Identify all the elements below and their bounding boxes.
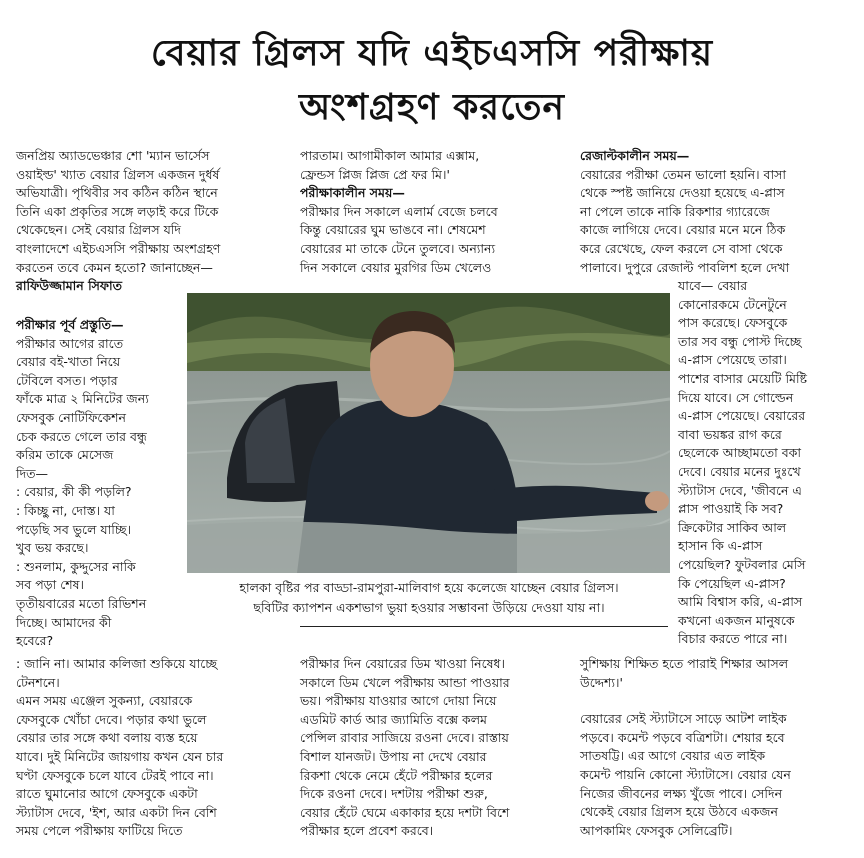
article-line: এ-প্লাস পেয়েছে। বেয়ারের	[678, 408, 806, 424]
photo-caption	[190, 578, 668, 618]
article-line: বাবা ভয়ঙ্কর রাগ করে	[678, 426, 782, 442]
article-line: রিকশা থেকে নেমে হেঁটে পরীক্ষার হলের	[300, 767, 493, 783]
dialogue-line: : কিচ্ছু না, দোস্ত। যা	[16, 502, 115, 518]
column-1-top	[16, 147, 286, 296]
article-line: ভয়। পরীক্ষায় যাওয়ার আগে দোয়া নিয়ে	[300, 693, 497, 709]
dialogue-line: খুব ভয় করছে।	[16, 540, 89, 556]
article-line: এমন সময় এঞ্জেল সুকন্যা, বেয়ারকে	[16, 693, 193, 709]
article-line: দিকে রওনা দেবে। দশটায় পরীক্ষা শুরু,	[300, 786, 488, 802]
article-line: সকালে ডিম খেলে পরীক্ষায় আন্ডা পাওয়ার	[300, 674, 510, 690]
article-line: বাংলাদেশে এইচএসসি পরীক্ষায় অংশগ্রহণ	[16, 240, 221, 256]
article-line: দিন সকালে বেয়ার মুরগির ডিম খেলেও	[300, 259, 492, 275]
article-line: টেনশনে।	[16, 674, 60, 690]
article-line: পাস করেছে। ফেসবুকে	[678, 315, 788, 331]
article-line: ফেসবুকে খোঁচা দেবে। পড়ার কথা ভুলে	[16, 711, 207, 727]
caption-line: হালকা বৃষ্টির পর বাড্ডা-রামপুরা-মালিবাগ হয়ে কলেজে যাচ্ছেন বেয়ার গ্রিলস।	[239, 580, 619, 595]
article-line: তার সব বন্ধু পোস্ট দিচ্ছে	[678, 333, 802, 349]
subheading-preparation: পরীক্ষার পূর্ব প্রস্তুতি—	[16, 317, 124, 332]
article-line: কমেন্ট পায়নি কোনো স্ট্যাটাসে। বেয়ার যেন	[580, 766, 791, 782]
article-line: স্ট্যাটাস দেবে, 'জীবনে এ	[678, 482, 802, 498]
article-line: এডমিট কার্ড আর জ্যামিতি বক্সে কলম	[300, 711, 487, 727]
article-line: না পেলে তাকে নাকি রিকশার গ্যারেজে	[580, 203, 770, 219]
article-line: : জানি না। আমার কলিজা শুকিয়ে যাচ্ছে	[16, 656, 218, 671]
article-line: পাশের বাসার মেয়েটি মিষ্টি	[678, 370, 808, 386]
article-line: পরীক্ষার দিন বেয়ারের ডিম খাওয়া নিষেধ।	[300, 656, 505, 671]
caption-line: ছবিটির ক্যাপশন একশভাগ ভুয়া হওয়ার সম্ভাবনা উড়িয়ে দেওয়া যায় না।	[253, 600, 605, 615]
article-line: পরীক্ষার হলে প্রবেশ করবে।	[300, 823, 434, 839]
article-line: ঘণ্টা ফেসবুকে চলে যাবে টেরই পাবে না।	[16, 767, 214, 783]
article-line: আমি বিশ্বাস করি, এ-প্লাস	[678, 594, 803, 610]
article-line: বিশাল যানজট। উপায় না দেখে বেয়ার	[300, 748, 487, 764]
article-line: পরীক্ষার দিন সকালে এলার্ম বেজে চলবে	[300, 203, 498, 219]
article-line: ফাঁকে মাত্র ২ মিনিটের জন্য	[16, 391, 149, 407]
article-line: হাসান কি এ-প্লাস	[678, 538, 763, 554]
article-line: ফেসবুক নোটিফিকেশন	[16, 409, 127, 425]
article-line: ওয়াইল্ড' খ্যাত বেয়ার গ্রিলস একজন দুর্ধর্ষ	[16, 166, 220, 182]
column-3-top	[580, 147, 855, 277]
article-photo	[187, 293, 670, 573]
article-line: বেয়ারের সেই স্ট্যাটাসে সাড়ে আটশ লাইক	[580, 711, 787, 727]
photo-illustration	[187, 293, 670, 573]
column-1-narrow	[16, 316, 184, 651]
subheading-result-time: রেজাল্টকালীন সময়—	[580, 148, 690, 163]
article-line: করে রেখেছে, ফেল করলে সে বাসা থেকে	[580, 240, 783, 256]
headline-line-1: বেয়ার গ্রিলস যদি এইচএসসি পরীক্ষায়	[150, 33, 714, 74]
article-line: করিম তাকে মেসেজ	[16, 447, 114, 463]
subheading-exam-time: পরীক্ষাকালীন সময়—	[300, 185, 405, 201]
dialogue-line: : শুনলাম, কুদ্দুসের নাকি	[16, 558, 136, 574]
article-line: কাজে লাগিয়ে দেবে। বেয়ার মনে মনে ঠিক	[580, 222, 786, 238]
article-line: যাবে। দুই মিনিটের জায়গায় কখন যেন চার	[16, 748, 224, 764]
article-line: উদ্দেশ্য।'	[580, 674, 623, 690]
article-line: পারতাম। আগামীকাল আমার এক্সাম,	[300, 148, 480, 163]
article-line: বেয়ারের পরীক্ষা তেমন ভালো হয়নি। বাসা	[580, 166, 787, 182]
article-line: কি পেয়েছিল এ-প্লাস?	[678, 575, 786, 591]
dialogue-line: হবেরে?	[16, 633, 54, 649]
article-line: ক্রিকেটার সাকিব আল	[678, 519, 787, 535]
article-line: বিচার করতে পারে না।	[678, 631, 788, 647]
dialogue-line: পড়েছি সব ভুলে যাচ্ছি।	[16, 521, 132, 537]
article-line: তিনি একা প্রকৃতির সঙ্গে লড়াই করে টিকে	[16, 203, 219, 219]
article-line: দিত—	[16, 465, 49, 481]
article-line: প্লাস পাওয়াই কি সব?	[678, 501, 784, 517]
article-line: পেন্সিল রাবার সাজিয়ে রওনা দেবে। রাস্তায়	[300, 730, 509, 746]
article-line: সুশিক্ষায় শিক্ষিত হতে পারাই শিক্ষার আসল	[580, 656, 789, 671]
article-line: টেবিলে বসত। পড়ার	[16, 372, 118, 388]
article-line: বেয়ার হেঁটে ঘেমে একাকার হয়ে দশটা বিশে	[300, 804, 510, 820]
article-line: কিন্তু বেয়ারের ঘুম ভাঙবে না। শেষমেশ	[300, 222, 486, 238]
article-line: নিজের জীবনের লক্ষ্য খুঁজে পাবে। সেদিন	[580, 785, 783, 801]
article-line: পড়বে। কমেন্ট পড়বে বত্রিশটা। শেয়ার হবে	[580, 729, 785, 745]
article-line: সময় পেলে পরীক্ষায় ফাটিয়ে দিতে	[16, 823, 183, 839]
caption-divider	[300, 626, 668, 627]
article-line: অভিযাত্রী। পৃথিবীর সব কঠিন কঠিন স্থানে	[16, 185, 218, 201]
dialogue-line: দিচ্ছে। আমাদের কী	[16, 614, 112, 630]
article-line: এ-প্লাস পেয়েছে তারা।	[678, 352, 787, 368]
dialogue-line: তৃতীয়বারের মতো রিভিশন	[16, 595, 147, 611]
article-line: বেয়ারের মা তাকে টেনে তুলবে। অন্যান্য	[300, 240, 496, 256]
dialogue-line: : বেয়ার, কী কী পড়লি?	[16, 484, 132, 500]
dialogue-line: সব পড়া শেষ।	[16, 577, 85, 593]
article-line: চেক করতে গেলে তার বন্ধু	[16, 428, 147, 444]
article-line: যাবে— বেয়ার	[678, 278, 748, 293]
article-line: বেয়ার বই-খাতা নিয়ে	[16, 354, 121, 370]
article-line: থেকেছেন। সেই বেয়ার গ্রিলস যদি	[16, 222, 181, 238]
column-3-narrow	[678, 277, 858, 649]
column-2-bottom	[300, 655, 572, 841]
article-line: রাতে ঘুমানোর আগে ফেসবুকে একটা	[16, 786, 198, 802]
article-line: থেকে স্পষ্ট জানিয়ে দেওয়া হয়েছে এ-প্লাস	[580, 185, 785, 201]
byline: রাফিউজ্জামান সিফাত	[16, 278, 123, 294]
article-line: ছেলেকে আচ্ছামতো বকা	[678, 445, 802, 461]
article-line: ফ্রেন্ডস প্লিজ প্লিজ প্রে ফর মি।'	[300, 166, 450, 182]
column-1-bottom	[16, 655, 288, 841]
article-line: কখনো একজন মানুষকে	[678, 612, 795, 628]
column-3-bottom	[580, 655, 855, 840]
article-line: দেবে। বেয়ার মনের দুঃখে	[678, 463, 801, 479]
column-2-top	[300, 147, 572, 277]
article-line: জনপ্রিয় অ্যাডভেঞ্চার শো 'ম্যান ভার্সেস	[16, 148, 210, 163]
article-line: সাতষট্টি। এর আগে বেয়ার এত লাইক	[580, 748, 766, 764]
article-line: পেয়েছিল? ফুটবলার মেসি	[678, 556, 806, 572]
headline-line-2: অংশগ্রহণ করতেন	[298, 87, 566, 128]
article-line: আপকামিং ফেসবুক সেলিব্রেটি।	[580, 822, 733, 838]
article-line: বেয়ার তার সঙ্গে কথা বলায় ব্যস্ত হয়ে	[16, 730, 198, 746]
article-line: স্ট্যাটাস দেবে, 'ইশ, আর একটা দিন বেশি	[16, 804, 217, 820]
article-line: কোনোরকমে টেনেটুনে	[678, 296, 787, 312]
article-line: পরীক্ষার আগের রাতে	[16, 335, 124, 351]
article-line: দিয়ে যাবে। সে গোল্ডেন	[678, 389, 794, 405]
article-line: করতেন তবে কেমন হতো? জানাচ্ছেন—	[16, 259, 213, 275]
article-line: পালাবে। দুপুরে রেজাল্ট পাবলিশ হলে দেখা	[580, 259, 790, 275]
article-line: থেকেই বেয়ার গ্রিলস হয়ে উঠবে একজন	[580, 804, 778, 820]
